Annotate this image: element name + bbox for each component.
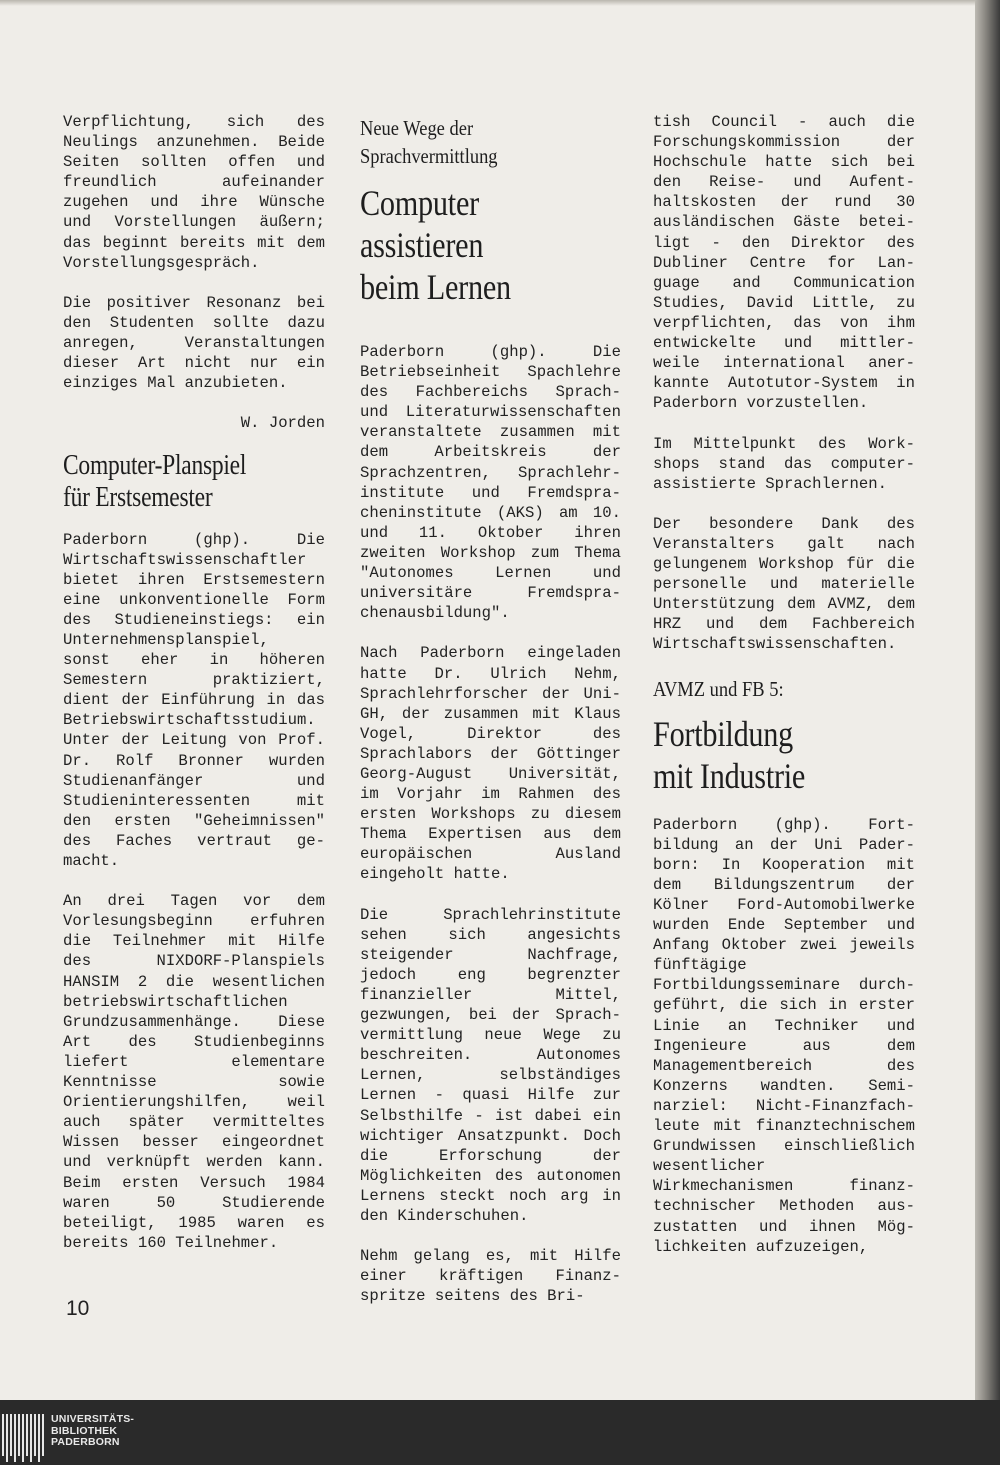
logo-line: BIBLIOTHEK bbox=[51, 1424, 118, 1437]
headline-line: für Erstsemester bbox=[63, 481, 213, 513]
article-headline bbox=[653, 713, 915, 797]
paragraph: Paderborn (ghp). Die Betriebseinheit Spachlehre des Fachbereichs Sprach- und Literaturwissenschaften veranstaltete zusammen mit dem Arbeitskreis der Sprachzentren, Sprachlehrinstitute und Fremdspracheninstitute (AKS) am 10. und 11. Oktober ihren zweiten Workshop zum Thema "Autonomes Lernen und universitäre Fremdsprachenausbildung". bbox=[360, 343, 621, 623]
article-kicker: AVMZ und FB 5: bbox=[653, 676, 784, 701]
page-number: 10 bbox=[66, 1297, 90, 1320]
headline-line: mit Industrie bbox=[653, 755, 806, 796]
page-edge-shadow bbox=[975, 0, 1000, 1400]
article-headline bbox=[63, 450, 325, 514]
library-logo-text bbox=[51, 1414, 134, 1449]
paragraph: Paderborn (ghp). Fortbildung an der Uni Paderborn: In Kooperation mit dem Bildungszentrum der Kölner Ford-Automobilwerke wurden Ende September und Anfang Oktober zwei jeweils fünftägige Fortbildungsseminare durchgeführt, die sich in erster Linie an Techniker und Ingenieure aus dem Managementbereich des Konzerns wandten. Seminarziel: Nicht-Finanzfachleute mit finanztechnischem Grundwissen einschließlich wesentlicher Wirkmechanismen finanztechnischer Methoden auszustatten und ihnen Möglichkeiten aufzuzeigen, bbox=[653, 815, 915, 1256]
headline-line: Fortbildung bbox=[653, 713, 794, 754]
logo-line: UNIVERSITÄTS- bbox=[51, 1413, 135, 1425]
page-top-shadow bbox=[0, 0, 975, 6]
author-signature: W. Jorden bbox=[240, 414, 325, 433]
kicker-line: Neue Wege der bbox=[360, 116, 474, 140]
kicker-line: Sprachvermittlung bbox=[360, 144, 498, 168]
headline-line: Computer-Planspiel bbox=[63, 449, 247, 481]
headline-line: beim Lernen bbox=[360, 267, 511, 307]
logo-line: PADERBORN bbox=[51, 1436, 120, 1448]
paragraph: An drei Tagen vor dem Vorlesungsbeginn erfuhren die Teilnehmer mit Hilfe des NIXDORF-Planspiels HANSIM 2 die wesentlichen betriebswirtschaftlichen Grundzusammenhänge. Diese Art des Studienbeginns liefert elementare Kenntnisse sowie Orientierungshilfen, weil auch später vermitteltes Wissen besser eingeordnet und verknüpft werden kann. Beim ersten Versuch 1984 waren 50 Studierende beteiligt, 1985 waren es bereits 160 Teilnehmer. bbox=[63, 892, 325, 1252]
column-1 bbox=[63, 112, 325, 1273]
article-kicker bbox=[360, 114, 621, 170]
paragraph: Nehm gelang es, mit Hilfe einer kräftigen Finanzspritze seitens des Bri- bbox=[360, 1247, 621, 1306]
column-3 bbox=[653, 112, 915, 1277]
headline-line: Computer assistieren bbox=[360, 183, 484, 265]
paragraph: Der besondere Dank des Veranstalters galt nach gelungenem Workshop für die personelle und materielle Unterstützung dem AVMZ, dem HRZ und dem Fachbereich Wirtschaftswissenschaften. bbox=[653, 514, 915, 654]
paragraph: tish Council - auch die Forschungskommission der Hochschule hatte sich bei den Reise- und Aufenthaltskosten der rund 30 ausländischen Gäste beteiligt - den Direktor des Dubliner Centre for Language and Communication Studies, David Little, zu verpflichten, das von ihm entwickelte und mittlerweile international anerkannte Autotutor-System in Paderborn vorzustellen. bbox=[653, 113, 915, 413]
paragraph: Die Sprachlehrinstitute sehen sich angesichts steigender Nachfrage, jedoch eng begrenzter finanzieller Mittel, gezwungen, bei der Sprachvermittlung neue Wege zu beschreiten. Autonomes Lernen, selbständiges Lernen - quasi Hilfe zur Selbsthilfe - ist dabei ein wichtiger Ansatzpunkt. Doch die Erforschung der Möglichkeiten des autonomen Lernens steckt noch arg in den Kinderschuhen. bbox=[360, 905, 621, 1226]
library-barcode-icon bbox=[2, 1414, 46, 1462]
paragraph: Die positiver Resonanz bei den Studenten sollte dazu anregen, Veranstaltungen dieser Art nicht nur ein einziges Mal anzubieten. bbox=[63, 293, 325, 393]
article-headline bbox=[360, 182, 621, 308]
paragraph: Verpflichtung, sich des Neulings anzunehmen. Beide Seiten sollten offen und freundlich aufeinander zugehen und ihre Wünsche und Vorstellungen äußern; das beginnt bereits mit dem Vorstellungsgespräch. bbox=[63, 113, 325, 272]
paragraph: Nach Paderborn eingeladen hatte Dr. Ulrich Nehm, Sprachlehrforscher der Uni-GH, der zusammen mit Klaus Vogel, Direktor des Sprachlabors der Göttinger Georg-August Universität, im Vorjahr im Rahmen des ersten Workshops zu diesem Thema Expertisen aus dem europäischen Ausland eingeholt hatte. bbox=[360, 644, 621, 884]
column-2 bbox=[360, 112, 621, 1327]
library-logo bbox=[0, 1412, 200, 1465]
paragraph: Im Mittelpunkt des Workshops stand das computerassistierte Sprachlernen. bbox=[653, 434, 915, 493]
paragraph: Paderborn (ghp). Die Wirtschaftswissenschaftler bietet ihren Erstsemestern eine unkonventionelle Form des Studieneinstiegs: ein Unternehmensplanspiel, sonst eher in höheren Semestern praktiziert, dient der Einführung in das Betriebswirtschaftsstudium. Unter der Leitung von Prof. Dr. Rolf Bronner wurden Studienanfänger und Studieninteressenten mit den ersten "Geheimnissen" des Faches vertraut gemacht. bbox=[63, 530, 325, 870]
